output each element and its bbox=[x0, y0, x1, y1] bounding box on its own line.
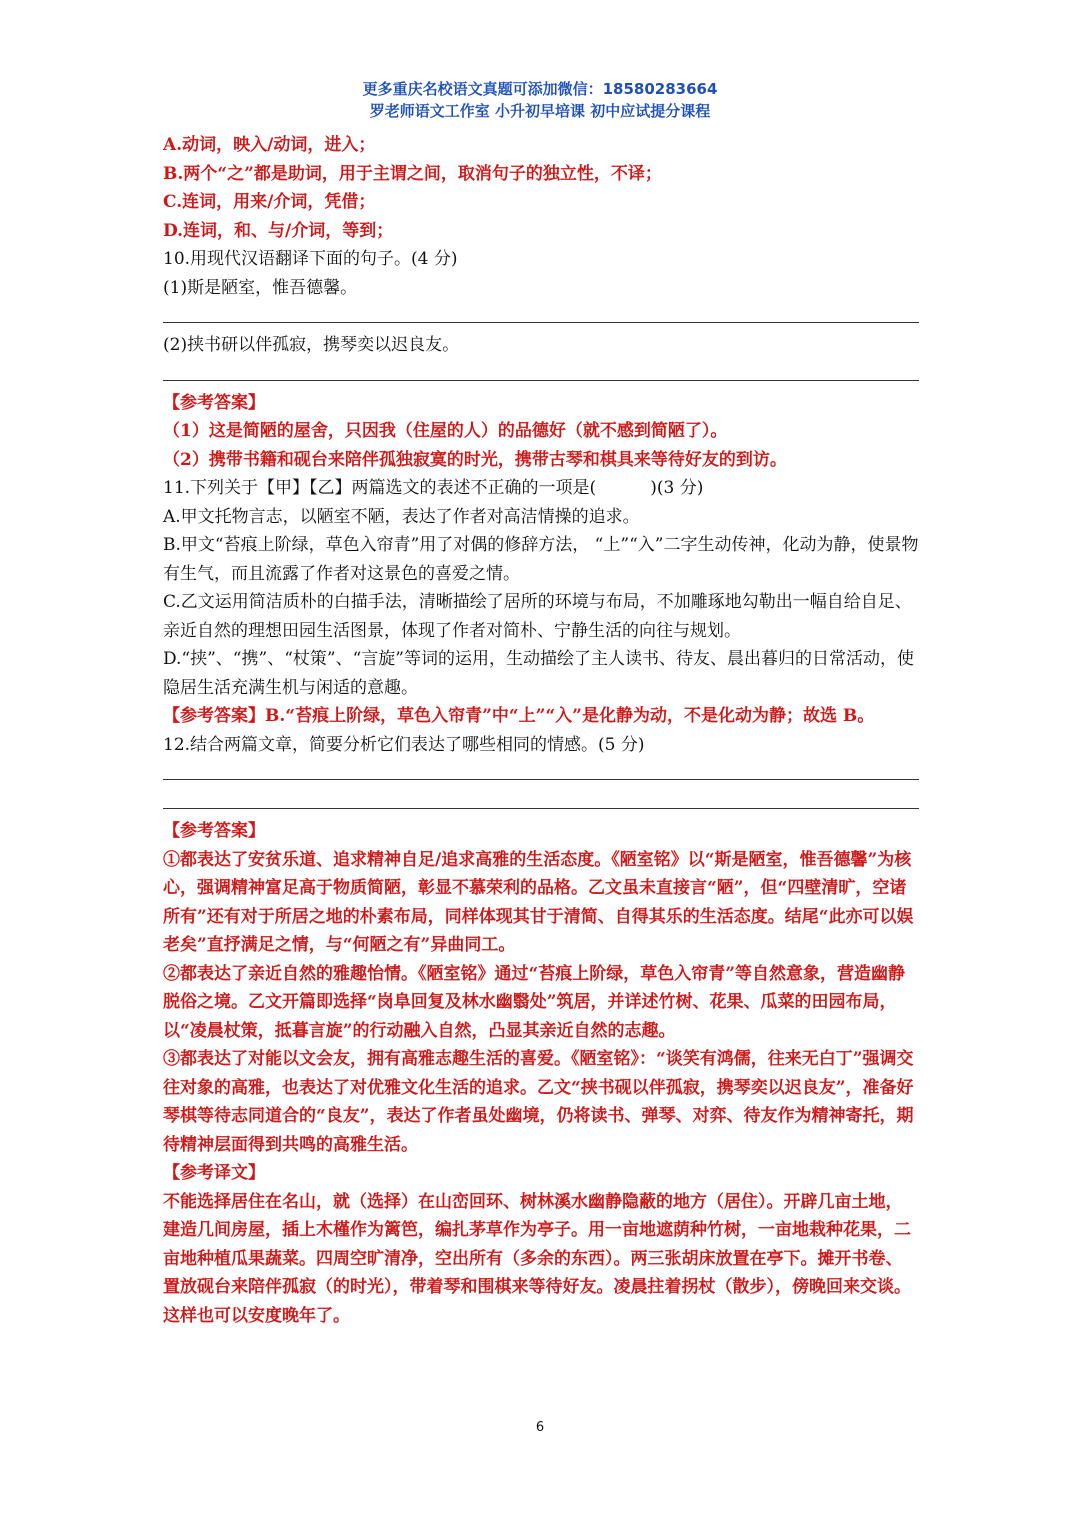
q10-answer-label: 【参考答案】 bbox=[163, 392, 265, 413]
page-content bbox=[163, 131, 919, 1330]
q12-answer-label: 【参考答案】 bbox=[163, 821, 265, 841]
q9-answer-c: C.连词，用来/介词，凭借； bbox=[163, 192, 376, 212]
q11-option-a: A.甲文托物言志，以陋室不陋，表达了作者对高洁情操的追求。 bbox=[163, 506, 640, 527]
q10-stem: 10.用现代汉语翻译下面的句子。(4 分) bbox=[163, 249, 458, 269]
q11-option-d: D.“挟”、“携”、“杖策”、“言旋”等词的运用，生动描绘了主人读书、待友、晨出暮归的日常活动，使隐居生活充满生机与闲适的意趣。 bbox=[163, 649, 914, 698]
q12-answer-point-2: ②都表达了亲近自然的雅趣怡情。《陋室铭》通过“苔痕上阶绿，草色入帘青”等自然意象，营造幽静脱俗之境。乙文开篇即选择“岗阜回复及林水幽翳处”筑居，并详述竹树、花果、瓜菜的田园布局，以“凌晨杖策，抵暮言旋”的行动融入自然，凸显其亲近自然的志趣。 bbox=[163, 963, 906, 1041]
q12-answer-point-3: ③都表达了对能以文会友，拥有高雅志趣生活的喜爱。《陋室铭》：“谈笑有鸿儒，往来无白丁”强调交往对象的高雅，也表达了对优雅文化生活的追求。乙文“挟书砚以伴孤寂，携琴奕以迟良友”，准备好琴棋等待志同道合的“良友”，表达了作者虽处幽境，仍将读书、弹琴、对弈、待友作为精神寄托，期待精神层面得到共鸣的高雅生活。 bbox=[163, 1049, 914, 1155]
q10-answer-2: （2）携带书籍和砚台来陪伴孤独寂寞的时光，携带古琴和棋具来等待好友的到访。 bbox=[163, 449, 787, 470]
q11-stem: 11.下列关于【甲】【乙】两篇选文的表述不正确的一项是( )(3 分) bbox=[163, 478, 704, 498]
q11-option-b: B.甲文“苔痕上阶绿，草色入帘青”用了对偶的修辞方法， “上”“入”二字生动传神，化动为静，使景物有生气，而且流露了作者对这景色的喜爱之情。 bbox=[163, 535, 919, 584]
q11-option-c: C.乙文运用简洁质朴的白描手法，清晰描绘了居所的环境与布局，不加雕琢地勾勒出一幅自给自足、亲近自然的理想田园生活图景，体现了作者对简朴、宁静生活的向往与规划。 bbox=[163, 592, 912, 641]
q12-answer-line-1 bbox=[163, 759, 919, 788]
translation-text: 不能选择居住在名山，就（选择）在山峦回环、树林溪水幽静隐蔽的地方（居住）。开辟几亩土地，建造几间房屋，插上木槿作为篱笆，编扎茅草作为亭子。用一亩地遮荫种竹树，一亩地栽种花果，二亩地种植瓜果蔬菜。四周空旷清净，空出所有（多余的东西）。两三张胡床放置在亭下。摊开书卷、置放砚台来陪伴孤寂（的时光），带着琴和围棋来等待好友。凌晨拄着拐杖（散步），傍晚回来交谈。这样也可以安度晚年了。 bbox=[163, 1191, 911, 1326]
q10-answer-line-2 bbox=[163, 360, 919, 389]
q9-answer-a: A.动词，映入/动词，进入； bbox=[163, 135, 376, 155]
q9-answer-b: B.两个“之”都是助词，用于主谓之间，取消句子的独立性，不译； bbox=[163, 163, 662, 184]
header-wechat-line: 更多重庆名校语文真题可添加微信：18580283664 bbox=[362, 80, 718, 98]
q12-answer-line-2 bbox=[163, 788, 919, 817]
q10-sentence-2: (2)挟书研以伴孤寂，携琴奕以迟良友。 bbox=[163, 335, 460, 355]
q10-answer-line-1 bbox=[163, 302, 919, 331]
page-number: 6 bbox=[535, 1420, 545, 1435]
q12-stem: 12.结合两篇文章，简要分析它们表达了哪些相同的情感。(5 分) bbox=[163, 734, 645, 755]
translation-label: 【参考译文】 bbox=[163, 1163, 265, 1183]
header-studio-line: 罗老师语文工作室 小升初早培课 初中应试提分课程 bbox=[369, 102, 711, 120]
q9-answer-d: D.连词，和、与/介词，等到； bbox=[163, 220, 394, 241]
q11-answer: 【参考答案】B.“苔痕上阶绿，草色入帘青”中“上”“入”是化静为动，不是化动为静；故选 B。 bbox=[163, 706, 875, 726]
q10-answer-1: （1）这是简陋的屋舍，只因我（住屋的人）的品德好（就不感到简陋了）。 bbox=[163, 421, 728, 441]
page-header bbox=[0, 78, 1080, 122]
q10-sentence-1: (1)斯是陋室，惟吾德馨。 bbox=[163, 277, 358, 298]
q12-answer-point-1: ①都表达了安贫乐道、追求精神自足/追求高雅的生活态度。《陋室铭》以“斯是陋室，惟吾德馨”为核心，强调精神富足高于物质简陋，彰显不慕荣利的品格。乙文虽未直接言“陋”，但“四壁清旷，空诸所有”还有对于所居之地的朴素布局，同样体现其甘于清简、自得其乐的生活态度。结尾“此亦可以娱老矣”直抒满足之情，与“何陋之有”异曲同工。 bbox=[163, 849, 914, 955]
